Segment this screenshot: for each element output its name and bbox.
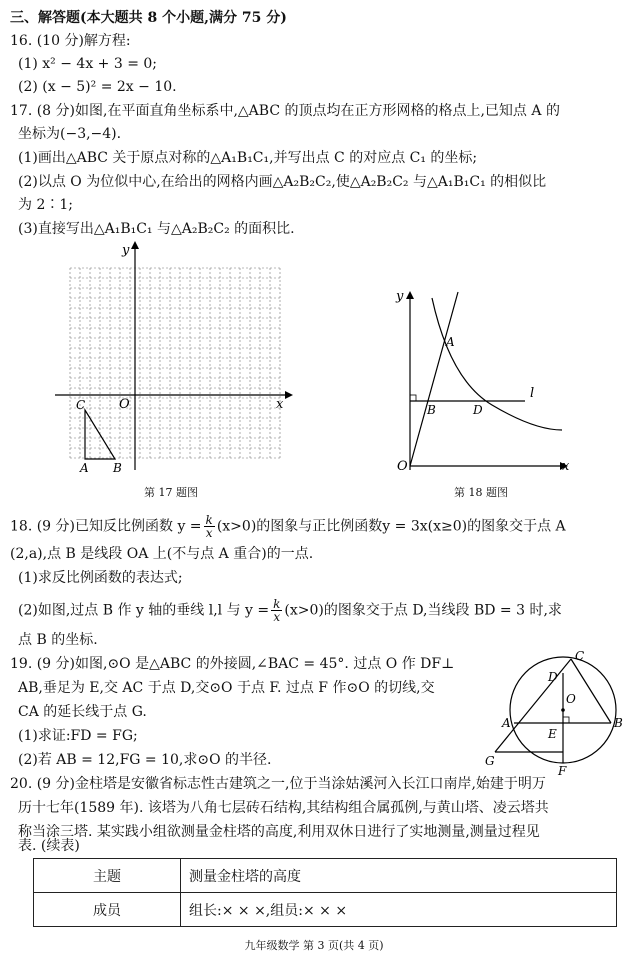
survey-table xyxy=(33,858,617,927)
page-footer: 九年级数学 第 3 页(共 4 页) xyxy=(244,939,384,952)
q19-line2: AB,垂足为 E,交 AC 于点 D,交⊙O 于点 F. 过点 F 作⊙O 的切线,交 xyxy=(18,680,435,696)
fig19-side-bc xyxy=(571,659,611,723)
fig19-point-o: O xyxy=(566,692,576,706)
fig19-line-gc xyxy=(495,659,571,752)
fig19-right-angle xyxy=(563,717,569,723)
table-row xyxy=(34,893,617,927)
fig17-y-label: y xyxy=(122,243,130,258)
fig18-point-b: B xyxy=(427,403,436,417)
fig18-line-l-label: l xyxy=(530,386,535,401)
fig18-caption: 第 18 题图 xyxy=(454,486,508,499)
fig18-point-d: D xyxy=(473,403,483,417)
fig18-x-label: x xyxy=(562,459,570,474)
fig19-point-c: C xyxy=(575,649,585,663)
fig19-point-a: A xyxy=(502,716,511,730)
q18-frac2-den: x xyxy=(273,610,281,624)
q16-part2: (2) (x − 5)² = 2x − 10. xyxy=(18,79,177,95)
section-title: 三、解答题(本大题共 8 个小题,满分 75 分) xyxy=(10,10,287,26)
fig19-point-f: F xyxy=(558,764,567,778)
fig19-point-e: E xyxy=(548,727,557,741)
q19-part2: (2)若 AB = 12,FG = 10,求⊙O 的半径. xyxy=(18,752,272,768)
fig17-origin-label: O xyxy=(119,397,130,412)
fig17-point-a: A xyxy=(80,461,89,475)
q18-line1-a: 18. (9 分)已知反比例函数 y = xyxy=(10,518,202,535)
q16-stem: 16. (10 分)解方程: xyxy=(10,33,131,49)
table-cell-topic-value: 测量金柱塔的高度 xyxy=(181,859,617,893)
q17-part2a: (2)以点 O 为位似中心,在给出的网格内画△A₂B₂C₂,使△A₂B₂C₂ 与△A₁B₁C₁ 的相似比 xyxy=(18,174,547,190)
q17-part3: (3)直接写出△A₁B₁C₁ 与△A₂B₂C₂ 的面积比. xyxy=(18,221,295,237)
q18-part1: (1)求反比例函数的表达式; xyxy=(18,570,183,586)
q18-frac-den: x xyxy=(205,526,213,540)
q17-line1: 17. (8 分)如图,在平面直角坐标系中,△ABC 的顶点均在正方形网格的格点上,已知点 A 的 xyxy=(10,103,560,119)
table-cell-members-label: 成员 xyxy=(34,893,181,927)
table-row xyxy=(34,859,617,893)
table-cell-topic-label: 主题 xyxy=(34,859,181,893)
q18-line1-b: (x>0)的图象与正比例函数y = 3x(x≥0)的图象交于点 A xyxy=(216,518,566,535)
q17-part2b: 为 2∶1; xyxy=(18,197,73,213)
q18-part2-a: (2)如图,过点 B 作 y 轴的垂线 l,l 与 y = xyxy=(18,602,270,619)
fig17-point-c: C xyxy=(76,398,86,412)
q20-line3: 称当涂三塔. 某实践小组欲测量金柱塔的高度,利用双休日进行了实地测量,测量过程见 xyxy=(18,824,540,840)
q19-line3: CA 的延长线于点 G. xyxy=(18,704,147,720)
fig19-point-g: G xyxy=(485,754,495,768)
q18-line2: (2,a),点 B 是线段 OA 上(不与点 A 重合)的一点. xyxy=(10,546,314,562)
q18-frac-num: k xyxy=(205,513,213,527)
q18-part2-b: (x>0)的图象交于点 D,当线段 BD = 3 时,求 xyxy=(284,602,562,619)
q20-line4: 表. (续表) xyxy=(18,838,80,854)
q16-part1: (1) x² − 4x + 3 = 0; xyxy=(18,56,158,72)
q19-line1: 19. (9 分)如图,⊙O 是△ABC 的外接圆,∠BAC = 45°. 过点 O 作 DF⊥ xyxy=(10,656,455,672)
fig18-origin-label: O xyxy=(397,459,408,474)
fig19-center-dot xyxy=(561,708,565,712)
fig19-point-b: B xyxy=(614,716,623,730)
fig17-point-b: B xyxy=(113,461,122,475)
q18-part2c: 点 B 的坐标. xyxy=(18,632,98,648)
fig17-x-label: x xyxy=(276,397,284,412)
q19-part1: (1)求证:FD = FG; xyxy=(18,728,138,744)
q20-line2: 历十七年(1589 年). 该塔为八角七层砖石结构,其结构组合属孤例,与黄山塔、凌云塔共 xyxy=(18,800,549,816)
q20-line1: 20. (9 分)金柱塔是安徽省标志性古建筑之一,位于当涂姑溪河入长江口南岸,始建于明万 xyxy=(10,776,546,792)
fig19-point-d: D xyxy=(548,670,558,684)
fig18-point-a: A xyxy=(446,335,455,349)
table-cell-members-value: 组长:× × ×,组员:× × × xyxy=(181,893,617,927)
q17-part1: (1)画出△ABC 关于原点对称的△A₁B₁C₁,并写出点 C 的对应点 C₁ 的坐标; xyxy=(18,150,478,166)
q18-frac2-num: k xyxy=(273,597,281,611)
fig17-caption: 第 17 题图 xyxy=(144,486,198,499)
fig18-y-label: y xyxy=(396,289,404,304)
q17-line2: 坐标为(−3,−4). xyxy=(18,126,122,142)
